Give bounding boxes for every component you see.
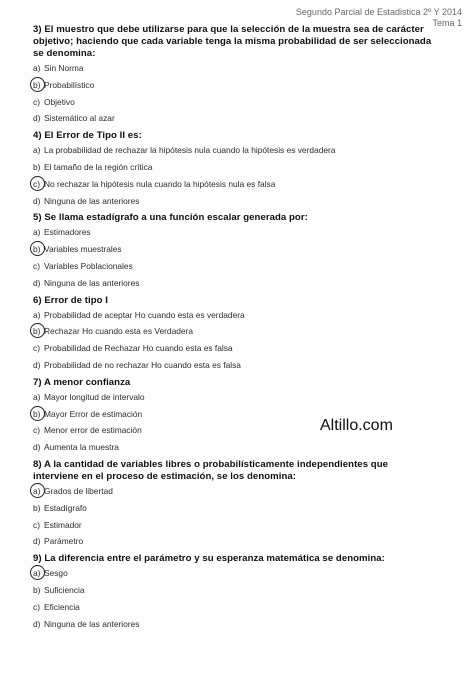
option-text: Mayor Error de estimación bbox=[44, 408, 143, 419]
question-block bbox=[33, 295, 463, 370]
question-title-line: 8) A la cantidad de variables libres o probabilísticamente independientes que bbox=[33, 458, 389, 470]
answer-circle-mark bbox=[30, 77, 45, 92]
option bbox=[33, 425, 463, 435]
question-block bbox=[33, 459, 463, 546]
questions-container bbox=[33, 24, 463, 635]
option-letter: b) bbox=[33, 244, 41, 255]
option bbox=[33, 343, 463, 353]
option-text: Menor error de estimación bbox=[44, 425, 142, 436]
question-title bbox=[33, 459, 463, 483]
option-letter: d) bbox=[33, 618, 41, 629]
option-text: Objetivo bbox=[44, 96, 75, 107]
question-block bbox=[33, 212, 463, 287]
option-text: Estimadores bbox=[44, 227, 91, 238]
option-text: Sesgo bbox=[44, 568, 68, 579]
option-text: Eficiencia bbox=[44, 601, 80, 612]
option bbox=[33, 310, 463, 320]
option-letter: d) bbox=[33, 536, 41, 547]
option bbox=[33, 261, 463, 271]
option bbox=[33, 278, 463, 288]
option bbox=[33, 619, 463, 629]
question-title-line: 6) Error de tipo I bbox=[33, 294, 108, 306]
option bbox=[33, 442, 463, 452]
option-selected bbox=[33, 409, 463, 419]
option-selected bbox=[33, 80, 463, 90]
option-letter: c) bbox=[33, 425, 40, 436]
option-letter: a) bbox=[33, 568, 41, 579]
option-text: Mayor longitud de intervalo bbox=[44, 391, 145, 402]
question-block bbox=[33, 24, 463, 123]
option-text: Suficiencia bbox=[44, 584, 85, 595]
option-text: Ninguna de las anteriores bbox=[44, 618, 140, 629]
option-text: Aumenta la muestra bbox=[44, 442, 119, 453]
option-text: Variables muestrales bbox=[44, 244, 122, 255]
question-block bbox=[33, 377, 463, 452]
option-letter: d) bbox=[33, 113, 41, 124]
option-letter: c) bbox=[33, 96, 40, 107]
option-letter: b) bbox=[33, 79, 41, 90]
option bbox=[33, 227, 463, 237]
option-letter: c) bbox=[33, 178, 40, 189]
option-text: Sistemático al azar bbox=[44, 113, 115, 124]
option bbox=[33, 162, 463, 172]
option-letter: a) bbox=[33, 145, 41, 156]
option bbox=[33, 113, 463, 123]
option bbox=[33, 63, 463, 73]
option-letter: c) bbox=[33, 601, 40, 612]
options-list bbox=[33, 568, 463, 628]
option-text: Estadígrafo bbox=[44, 502, 87, 513]
options-list bbox=[33, 486, 463, 546]
question-block bbox=[33, 130, 463, 205]
option bbox=[33, 520, 463, 530]
option-selected bbox=[33, 486, 463, 496]
option-letter: d) bbox=[33, 277, 41, 288]
option-letter: b) bbox=[33, 408, 41, 419]
option-letter: a) bbox=[33, 309, 41, 320]
header-tema: Tema 1 bbox=[432, 18, 462, 28]
options-list bbox=[33, 392, 463, 452]
question-title-line: 7) A menor confianza bbox=[33, 376, 131, 388]
option bbox=[33, 585, 463, 595]
option-letter: a) bbox=[33, 63, 41, 73]
question-title bbox=[33, 295, 463, 307]
options-list bbox=[33, 145, 463, 205]
option-text: Sin Norma bbox=[44, 63, 84, 73]
option bbox=[33, 503, 463, 513]
option-text: Rechazar Ho cuando esta es Verdadera bbox=[44, 326, 193, 337]
option-selected bbox=[33, 179, 463, 189]
option-text: El tamaño de la región crítica bbox=[44, 161, 153, 172]
option bbox=[33, 97, 463, 107]
option-letter: a) bbox=[33, 485, 41, 496]
option-letter: b) bbox=[33, 326, 41, 337]
question-title-line: 4) El Error de Tipo II es: bbox=[33, 130, 142, 142]
watermark: Altillo.com bbox=[320, 417, 393, 434]
option bbox=[33, 392, 463, 402]
option-letter: b) bbox=[33, 502, 41, 513]
option bbox=[33, 196, 463, 206]
option-text: Probabilidad de no rechazar Ho cuando esta es falsa bbox=[44, 359, 241, 370]
question-title-line: objetivo; haciendo que cada variable tenga la misma probabilidad de ser seleccionada bbox=[33, 36, 432, 47]
question-title-line: 9) La diferencia entre el parámetro y su esperanza matemática se denomina: bbox=[33, 553, 385, 565]
question-title-line: 3) El muestro que debe utilizarse para que la selección de la muestra sea de carácter bbox=[33, 24, 424, 35]
answer-circle-mark bbox=[30, 483, 45, 498]
option-letter: d) bbox=[33, 195, 41, 206]
option-text: Variables Poblacionales bbox=[44, 260, 133, 271]
option-selected bbox=[33, 568, 463, 578]
option-selected bbox=[33, 326, 463, 336]
option-letter: d) bbox=[33, 359, 41, 370]
options-list bbox=[33, 227, 463, 287]
option-text: Grados de libertad bbox=[44, 485, 113, 496]
option-letter: a) bbox=[33, 391, 41, 402]
option-text: Estimador bbox=[44, 519, 82, 530]
question-title bbox=[33, 24, 463, 60]
question-block bbox=[33, 553, 463, 628]
option-text: Ninguna de las anteriores bbox=[44, 195, 140, 206]
question-title-line: interviene en el proceso de estimación, se los denomina: bbox=[33, 470, 296, 482]
option-text: Ninguna de las anteriores bbox=[44, 277, 140, 288]
option-text: No rechazar la hipótesis nula cuando la hipótesis nula es falsa bbox=[44, 178, 276, 189]
option bbox=[33, 360, 463, 370]
option-text: Parámetro bbox=[44, 536, 84, 547]
option-letter: c) bbox=[33, 260, 40, 271]
option bbox=[33, 145, 463, 155]
option bbox=[33, 536, 463, 546]
option-text: Probabilidad de aceptar Ho cuando esta es verdadera bbox=[44, 309, 245, 320]
option-letter: a) bbox=[33, 227, 41, 238]
option-letter: b) bbox=[33, 161, 41, 172]
question-title bbox=[33, 212, 463, 224]
answer-circle-mark bbox=[30, 406, 45, 421]
option-text: La probabilidad de rechazar la hipótesis nula cuando la hipótesis es verdadera bbox=[44, 145, 336, 156]
option-selected bbox=[33, 244, 463, 254]
question-title bbox=[33, 377, 463, 389]
option-text: Probabilístico bbox=[44, 79, 95, 90]
option-letter: c) bbox=[33, 343, 40, 354]
header-title: Segundo Parcial de Estadistica 2º Y 2014 bbox=[295, 7, 462, 17]
question-title-line: se denomina: bbox=[33, 48, 96, 59]
question-title bbox=[33, 553, 463, 565]
question-title-line: 5) Se llama estadígrafo a una función escalar generada por: bbox=[33, 212, 308, 224]
question-title bbox=[33, 130, 463, 142]
answer-circle-mark bbox=[30, 176, 45, 191]
options-list bbox=[33, 63, 463, 123]
option-letter: c) bbox=[33, 519, 40, 530]
option-letter: b) bbox=[33, 584, 41, 595]
option bbox=[33, 602, 463, 612]
option-text: Probabilidad de Rechazar Ho cuando esta es falsa bbox=[44, 343, 233, 354]
options-list bbox=[33, 310, 463, 370]
option-letter: d) bbox=[33, 442, 41, 453]
